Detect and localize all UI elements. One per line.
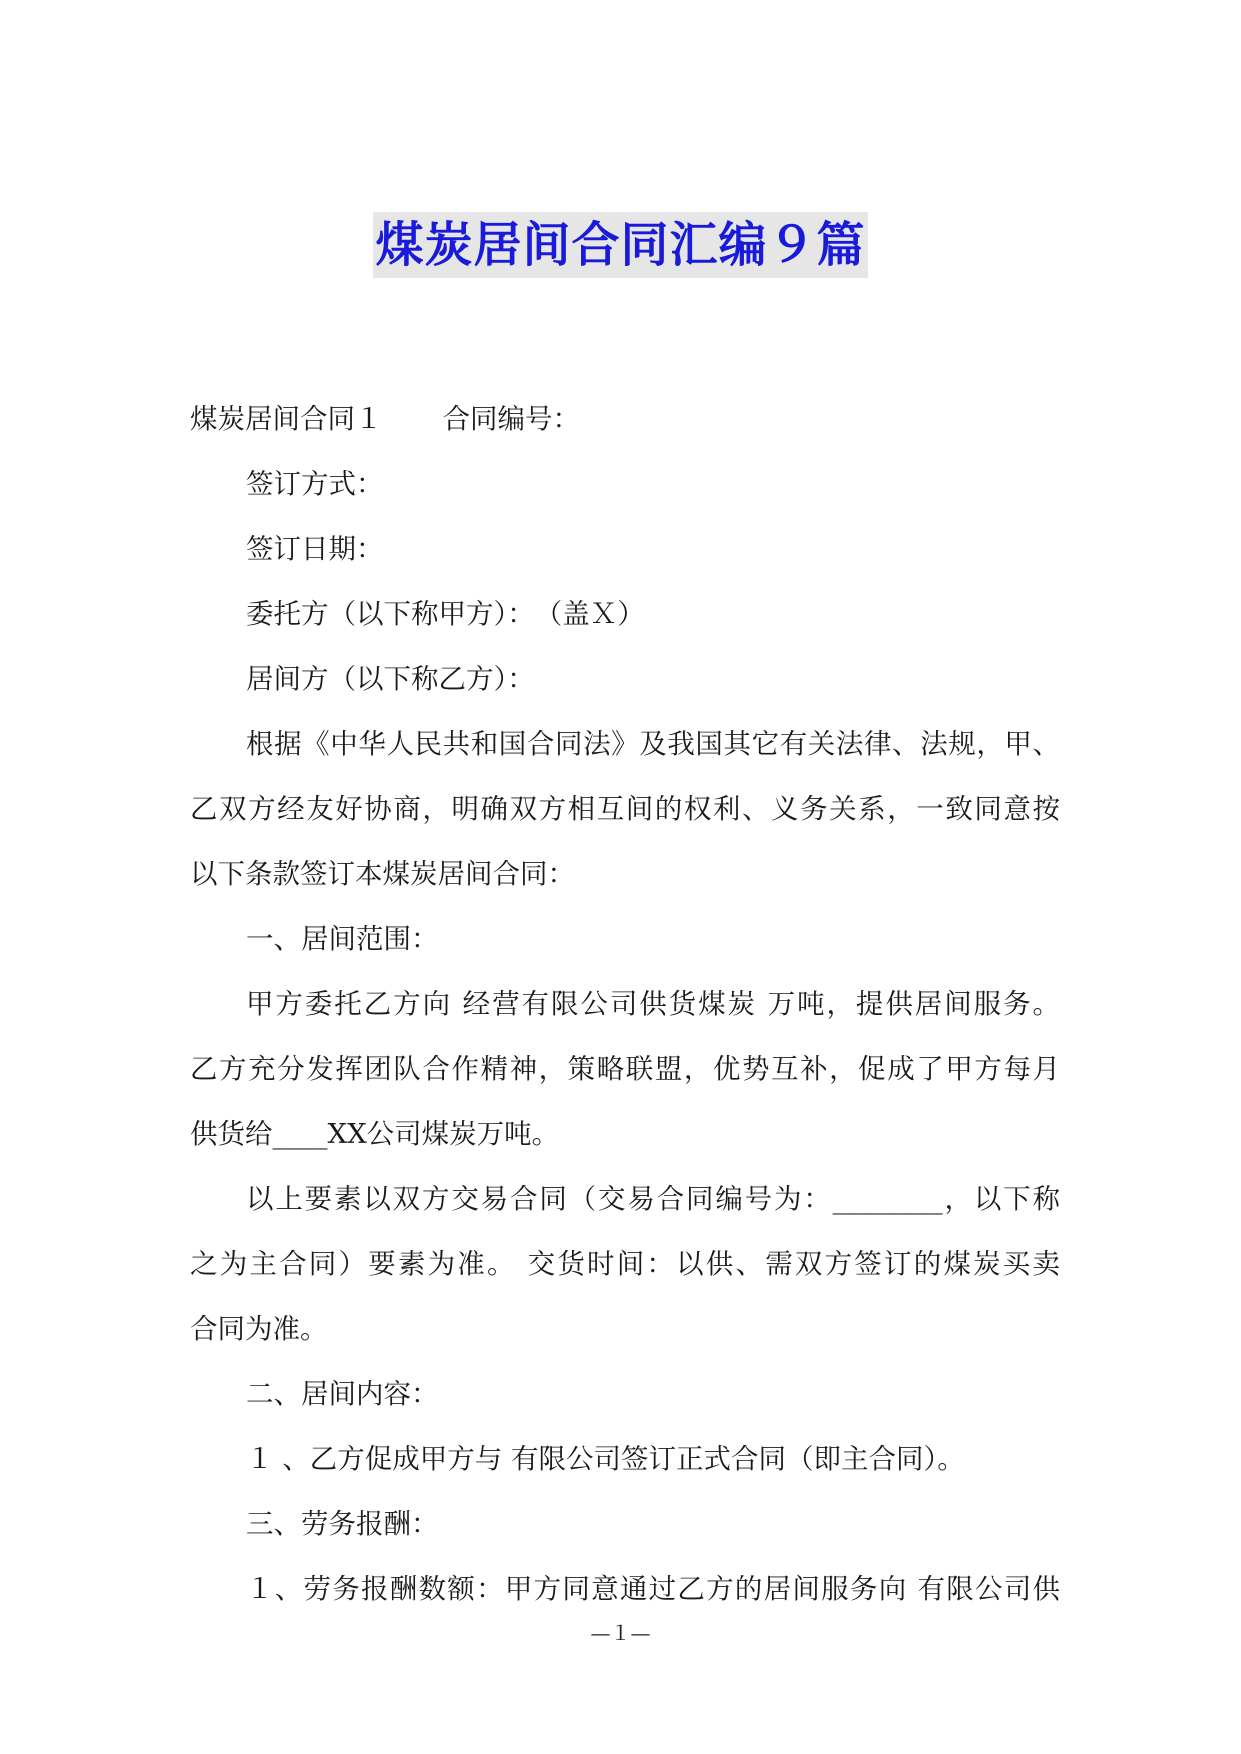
paragraph-line: 以下条款签订本煤炭居间合同： (190, 858, 575, 890)
paragraph-line: 之为主合同）要素为准。 交货时间：以供、需双方签订的煤炭买卖 (190, 1248, 1060, 1280)
paragraph-line: 甲方委托乙方向 经营有限公司供货煤炭 万吨，提供居间服务。 (246, 988, 1060, 1020)
paragraph-line: 供货给____XX公司煤炭万吨。 (190, 1118, 560, 1150)
document-title: 煤炭居间合同汇编９篇 (373, 212, 867, 278)
paragraph-line: 根据《中华人民共和国合同法》及我国其它有关法律、法规，甲、 (246, 728, 1060, 760)
paragraph-line: 签订日期： (246, 533, 384, 565)
paragraph-line: 乙双方经友好协商，明确双方相互间的权利、义务关系，一致同意按 (190, 793, 1060, 825)
section-heading: 二、居间内容： (246, 1378, 439, 1410)
document-body (190, 387, 1060, 1622)
contract-number-label: 合同编号： (442, 403, 580, 435)
paragraph-line: 签订方式： (246, 468, 384, 500)
paragraph-line: 乙方充分发挥团队合作精神，策略联盟，优势互补，促成了甲方每月 (190, 1053, 1060, 1085)
title-wrap (0, 212, 1241, 278)
paragraph-line: １、劳务报酬数额：甲方同意通过乙方的居间服务向 有限公司供 (246, 1573, 1060, 1605)
section-heading: 一、居间范围： (246, 923, 439, 955)
paragraph-line: 委托方（以下称甲方）： （盖Ｘ） (246, 598, 645, 630)
contract-header-line (190, 387, 1060, 452)
paragraph-line: 居间方（以下称乙方）： (246, 663, 535, 695)
section-heading: 三、劳务报酬： (246, 1508, 439, 1540)
paragraph-line: 合同为准。 (190, 1313, 328, 1345)
paragraph-line: １ 、乙方促成甲方与 有限公司签订正式合同（即主合同）。 (246, 1443, 965, 1475)
contract-name: 煤炭居间合同１ (190, 403, 383, 435)
paragraph-line: 以上要素以双方交易合同（交易合同编号为：________，以下称 (246, 1183, 1060, 1215)
page-number: —１— (590, 1621, 651, 1645)
